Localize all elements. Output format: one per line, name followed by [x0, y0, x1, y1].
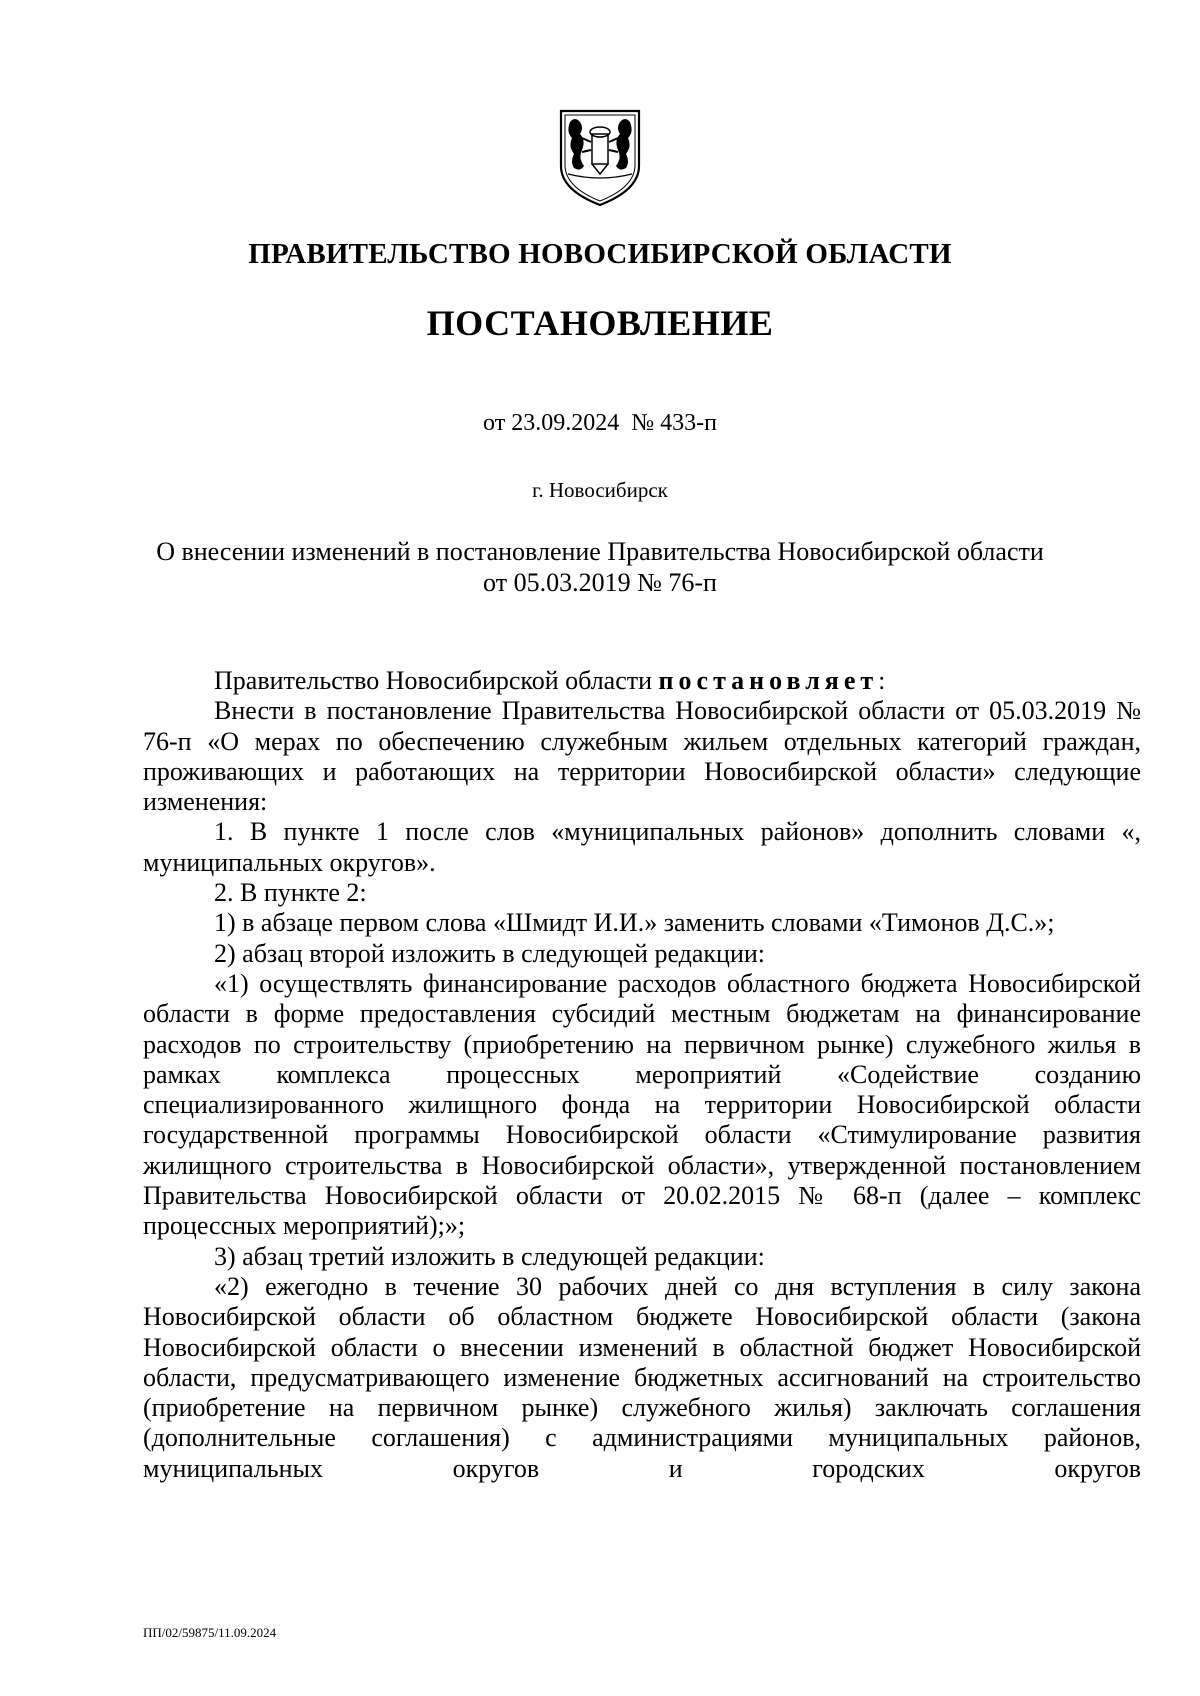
- intro-keyword: постановляет: [658, 666, 879, 695]
- document-code-footer: ПП/02/59875/11.09.2024: [143, 1625, 277, 1640]
- body-paragraph: 1) в абзаце первом слова «Шмидт И.И.» заменить словами «Тимонов Д.С.»;: [214, 908, 1055, 938]
- body-paragraph: «1) осуществлять финансирование расходов областного бюджета Новосибирской области в форме предоставления субсидий местным бюджетам на финансирование расходов по строительству (приобретению на первичном рынке) служебного жилья в рамках комплекса процессных мероприятий «Содействие созданию специализированного жилищного фонда на территории Новосибирской области государственной программы Новосибирской области «Стимулирование развития жилищного строительства в Новосибирской области», утвержденной постановлением Правительства Новосибирской области от 20.02.2015 № 68-п (далее – комплекс процессных мероприятий);»;: [143, 968, 1141, 1241]
- document-type-title: ПОСТАНОВЛЕНИЕ: [426, 303, 774, 343]
- intro-suffix: :: [878, 666, 886, 695]
- body-paragraph: 1. В пункте 1 после слов «муниципальных районов» дополнить словами «, муниципальных округов».: [143, 817, 1141, 877]
- body-paragraph: Внести в постановление Правительства Новосибирской области от 05.03.2019 № 76-п «О мерах по обеспечению служебным жильем отдельных категорий граждан, проживающих и работающих на территории Новосибирской области» следующие изменения:: [143, 696, 1141, 817]
- subject-line-1: О внесении изменений в постановление Правительства Новосибирской области: [156, 537, 1044, 566]
- body-paragraph: 2. В пункте 2:: [214, 878, 367, 908]
- subject-heading: [0, 536, 1200, 598]
- date-and-number: от 23.09.2024 № 433-п: [483, 410, 717, 436]
- city-name: г. Новосибирск: [532, 478, 668, 502]
- body-paragraph: 3) абзац третий изложить в следующей редакции:: [214, 1241, 765, 1271]
- organization-title: ПРАВИТЕЛЬСТВО НОВОСИБИРСКОЙ ОБЛАСТИ: [248, 238, 952, 270]
- subject-line-2: от 05.03.2019 № 76-п: [483, 568, 717, 597]
- coat-of-arms-emblem: [558, 108, 642, 208]
- intro-prefix: Правительство Новосибирской области: [214, 666, 659, 695]
- intro-paragraph: [143, 666, 1141, 696]
- body-paragraph: 2) абзац второй изложить в следующей редакции:: [214, 938, 766, 968]
- body-paragraph: «2) ежегодно в течение 30 рабочих дней со дня вступления в силу закона Новосибирской области об областном бюджете Новосибирской области (закона Новосибирской области о внесении изменений в областной бюджет Новосибирской области, предусматривающего изменение бюджетных ассигнований на строительство (приобретение на первичном рынке) служебного жилья) заключать соглашения (дополнительные соглашения) с администрациями муниципальных районов, муниципальных округов и городских округов: [143, 1271, 1141, 1483]
- document-body: [143, 666, 1141, 1484]
